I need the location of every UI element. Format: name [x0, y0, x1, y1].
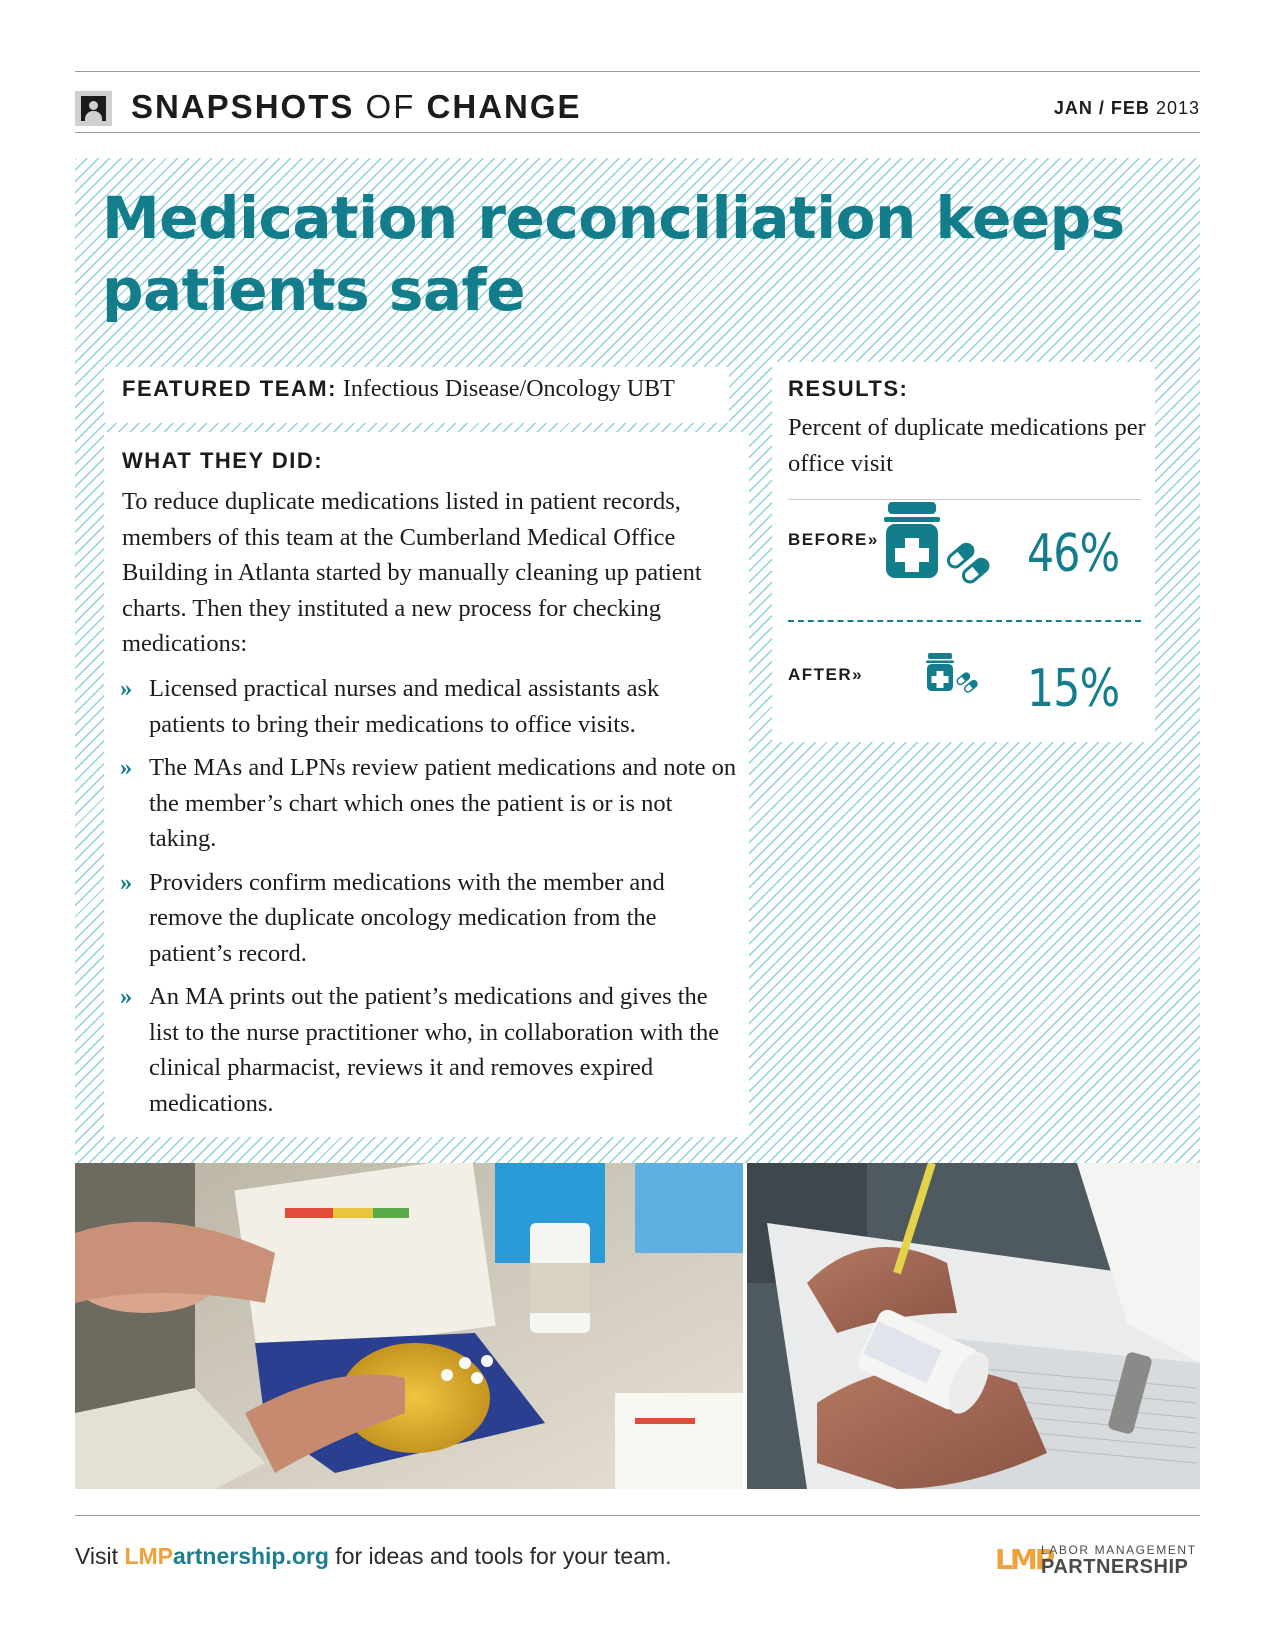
pill-bottle-icon — [926, 653, 954, 691]
logo-line2: PARTNERSHIP — [1041, 1556, 1189, 1578]
before-percent: 46% — [1027, 524, 1120, 584]
after-percent: 15% — [1027, 659, 1120, 719]
footer-link-domain[interactable]: artnership.org — [173, 1543, 329, 1569]
process-step — [120, 979, 740, 1121]
logo-mark: LMP — [995, 1543, 1053, 1576]
process-step-text: The MAs and LPNs review patient medications and note on the member’s chart which ones the patient is or is not taking. — [149, 754, 737, 852]
pill-bottle-icon — [884, 502, 940, 578]
process-step-text: An MA prints out the patient’s medications and gives the list to the nurse practitioner who, in collaboration with the clinical pharmacist, reviews it and removes expired medications. — [149, 983, 720, 1117]
series-title-part2: OF — [365, 88, 416, 125]
capsules-icon — [946, 540, 992, 586]
issue-year: 2013 — [1155, 98, 1200, 118]
bullet-marker-icon: » — [120, 868, 133, 896]
pharmacy-tray-photo — [75, 1163, 743, 1489]
results-divider — [788, 499, 1141, 500]
footer-text — [75, 1543, 672, 1570]
results-title: RESULTS: — [788, 376, 909, 401]
what-they-did-intro: To reduce duplicate medications listed in patient records, members of this team at the Cumberland Medical Office Building in Atlanta started by manually cleaning up patient charts. Then they instituted a new process for checking medications: — [122, 488, 702, 657]
bullet-marker-icon: » — [120, 754, 133, 781]
featured-team-value: Infectious Disease/Oncology UBT — [342, 376, 675, 402]
series-title-part3: CHANGE — [426, 88, 582, 125]
headline: Medication reconciliation keeps patients safe — [102, 184, 1125, 324]
series-title-part1: SNAPSHOTS — [131, 88, 355, 125]
logo-line1: LABOR MANAGEMENT — [1041, 1543, 1197, 1557]
writing-with-pill-bottle-photo — [747, 1163, 1200, 1489]
header-bottom-rule — [75, 132, 1200, 133]
results-dashed-divider — [788, 620, 1141, 622]
footer-visit: Visit — [75, 1543, 125, 1569]
lmp-logo — [995, 1540, 1200, 1580]
footer-rest: for ideas and tools for your team. — [328, 1543, 672, 1569]
process-step — [120, 750, 740, 857]
bullet-marker-icon: » — [120, 675, 133, 702]
process-step-text: Licensed practical nurses and medical assistants ask patients to bring their medications to office visits. — [149, 675, 660, 738]
bullet-marker-icon: » — [120, 983, 133, 1010]
issue-date — [1054, 98, 1200, 119]
issue-months: JAN / FEB — [1053, 98, 1150, 118]
header-top-rule — [75, 71, 1200, 72]
featured-team-label: FEATURED TEAM: — [122, 376, 337, 401]
footer-rule — [75, 1515, 1200, 1516]
what-they-did-title: WHAT THEY DID: — [122, 448, 324, 473]
process-steps-list — [120, 671, 740, 1129]
process-step-text: Providers confirm medications with the member and remove the duplicate oncology medication from the patient’s record. — [149, 868, 665, 967]
process-step — [120, 865, 740, 972]
process-step — [120, 671, 740, 742]
featured-team — [122, 376, 675, 403]
footer-link-lmp[interactable]: LMP — [124, 1543, 173, 1569]
person-photo-icon — [75, 91, 112, 126]
series-title — [131, 88, 582, 126]
results-subtitle: Percent of duplicate medications per office visit — [788, 414, 1146, 477]
after-label: AFTER» — [788, 665, 864, 684]
capsules-icon — [956, 671, 979, 694]
before-label: BEFORE» — [788, 530, 879, 549]
